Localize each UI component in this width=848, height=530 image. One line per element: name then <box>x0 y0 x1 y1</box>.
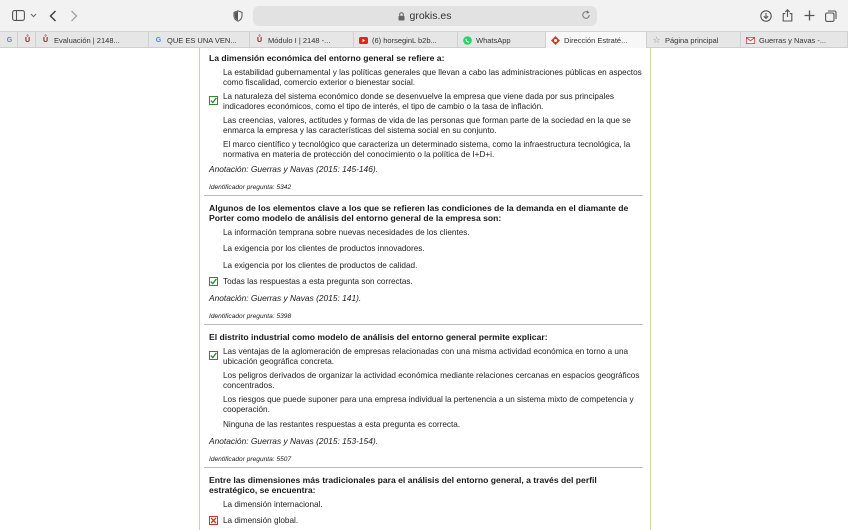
tab-youtube[interactable] <box>354 32 458 48</box>
reload-icon[interactable] <box>581 10 591 20</box>
gmail-icon <box>746 36 755 45</box>
answer-option: La información temprana sobre nuevas necesidades de los clientes. <box>223 228 470 237</box>
tab-bar <box>0 31 848 48</box>
chevron-down-icon[interactable] <box>29 6 37 25</box>
answer-option: Las creencias, valores, actitudes y formas de vida de las personas que forman parte de la sociedad en la que se enmarca la empresa y las características del sistema social en su conjunto. <box>223 116 631 135</box>
divider <box>204 324 643 325</box>
tab-udima[interactable] <box>18 32 36 48</box>
question-dimensiones <box>209 475 643 525</box>
answer-option: Los peligros derivados de organizar la actividad económica mediante relaciones cercanas en espacios geográficos concentrados. <box>223 371 640 390</box>
sidebar-toggle-icon[interactable] <box>11 6 25 25</box>
answer-option: Ninguna de las restantes respuestas a esta pregunta es correcta. <box>223 420 461 429</box>
udima-icon: Ů <box>24 36 31 44</box>
tab-label: WhatsApp <box>476 35 511 45</box>
question-title: La dimensión económica del entorno general se refiere a: <box>209 53 445 63</box>
question-identifier: Identificador pregunta: 5398 <box>209 313 292 320</box>
tab-google[interactable] <box>0 32 18 48</box>
wrong-cross-icon <box>209 516 218 525</box>
lock-icon <box>398 12 405 21</box>
grokis-icon <box>551 36 560 45</box>
url-text: grokis.es <box>409 10 452 22</box>
forward-icon[interactable] <box>69 6 79 25</box>
answer-option: El marco científico y tecnológico que caracteriza un determinado sistema, como la infraestructura tecnológica, la normativa en materia de protección del conocimiento o la política de I+D+i. <box>223 140 631 159</box>
question-title: Entre las dimensiones más tradicionales para el análisis del entorno general, a través del perfil estratégico, se encuentra: <box>209 475 597 495</box>
udima-icon: Ů <box>256 36 263 44</box>
tab-whatsapp[interactable] <box>458 32 546 48</box>
correct-check-icon <box>209 351 218 360</box>
answer-option: Todas las respuestas a esta pregunta son correctas. <box>223 277 413 286</box>
answer-option: La dimensión internacional. <box>223 500 323 509</box>
answer-option: La estabilidad gubernamental y las políticas generales que llevan a cabo las administraciones públicas en aspectos como fiscalidad, comercio exterior o bienestar social. <box>223 68 642 87</box>
divider <box>204 195 643 196</box>
tab-evaluacion[interactable] <box>36 32 149 48</box>
tab-gmail[interactable] <box>741 32 848 48</box>
google-icon: G <box>155 36 162 44</box>
tab-label: Página principal <box>665 35 719 45</box>
udima-icon: Ů <box>42 36 49 44</box>
new-tab-icon[interactable] <box>803 6 815 25</box>
annotation: Anotación: Guerras y Navas (2015: 141). <box>209 293 362 303</box>
tab-label: (6) horseginL b2b... <box>372 35 437 45</box>
correct-check-icon <box>209 96 218 105</box>
share-icon[interactable] <box>781 6 793 25</box>
back-icon[interactable] <box>48 6 58 25</box>
annotation: Anotación: Guerras y Navas (2015: 145-146). <box>209 164 378 174</box>
question-identifier: Identificador pregunta: 5507 <box>209 456 292 463</box>
answer-option: La exigencia por los clientes de productos de calidad. <box>223 261 418 270</box>
address-bar[interactable] <box>253 6 597 26</box>
question-title: El distrito industrial como modelo de análisis del entorno general permite explicar: <box>209 332 548 342</box>
answer-option: La dimensión global. <box>223 516 299 525</box>
youtube-icon <box>359 36 368 45</box>
answer-option: La exigencia por los clientes de productos innovadores. <box>223 244 425 253</box>
annotation: Anotación: Guerras y Navas (2015: 153-154). <box>209 436 378 446</box>
correct-check-icon <box>209 277 218 286</box>
tab-label: Evaluación | 2148... <box>54 35 120 45</box>
tab-modulo[interactable] <box>250 32 354 48</box>
tab-label: Módulo I | 2148 -... <box>268 35 331 45</box>
google-icon: G <box>6 36 13 44</box>
browser-toolbar <box>0 0 848 31</box>
tab-overview-icon[interactable] <box>824 6 837 25</box>
privacy-shield-icon[interactable] <box>232 6 244 25</box>
question-5507 <box>209 332 643 463</box>
tab-pagina-principal[interactable] <box>647 32 741 48</box>
tab-label: QUE ES UNA VEN... <box>167 35 237 45</box>
page-viewport <box>0 48 848 530</box>
star-icon: ☆ <box>652 34 661 45</box>
answer-option: Las ventajas de la aglomeración de empresas relacionadas con una misma actividad económica en torno a una ubicación geográfica concreta. <box>223 347 629 366</box>
download-icon[interactable] <box>759 6 772 25</box>
answer-option: Los riesgos que puede suponer para una empresa individual la pertenencia a un sistema mixto de competencia y cooperación. <box>223 395 634 414</box>
tab-que-es-una-venta[interactable] <box>149 32 250 48</box>
whatsapp-icon <box>463 36 472 45</box>
divider <box>204 467 643 468</box>
tab-direccion-estrategica[interactable] <box>546 32 647 48</box>
question-identifier: Identificador pregunta: 5342 <box>209 184 292 191</box>
question-5342 <box>209 53 643 191</box>
quiz-review-panel <box>199 48 651 530</box>
question-title: Algunos de los elementos clave a los que se refieren las condiciones de la demanda en el diamante de Porter como modelo de análisis del entorno general de la empresa son: <box>209 203 629 223</box>
question-5398 <box>209 203 643 320</box>
tab-label: Guerras y Navas -... <box>759 35 827 45</box>
tab-label: Dirección Estraté... <box>564 35 628 45</box>
answer-option: La naturaleza del sistema económico donde se desenvuelve la empresa que viene dada por sus principales indicadores económicos, como el tipo de interés, el tipo de cambio o la tasa de inflación. <box>223 92 614 111</box>
